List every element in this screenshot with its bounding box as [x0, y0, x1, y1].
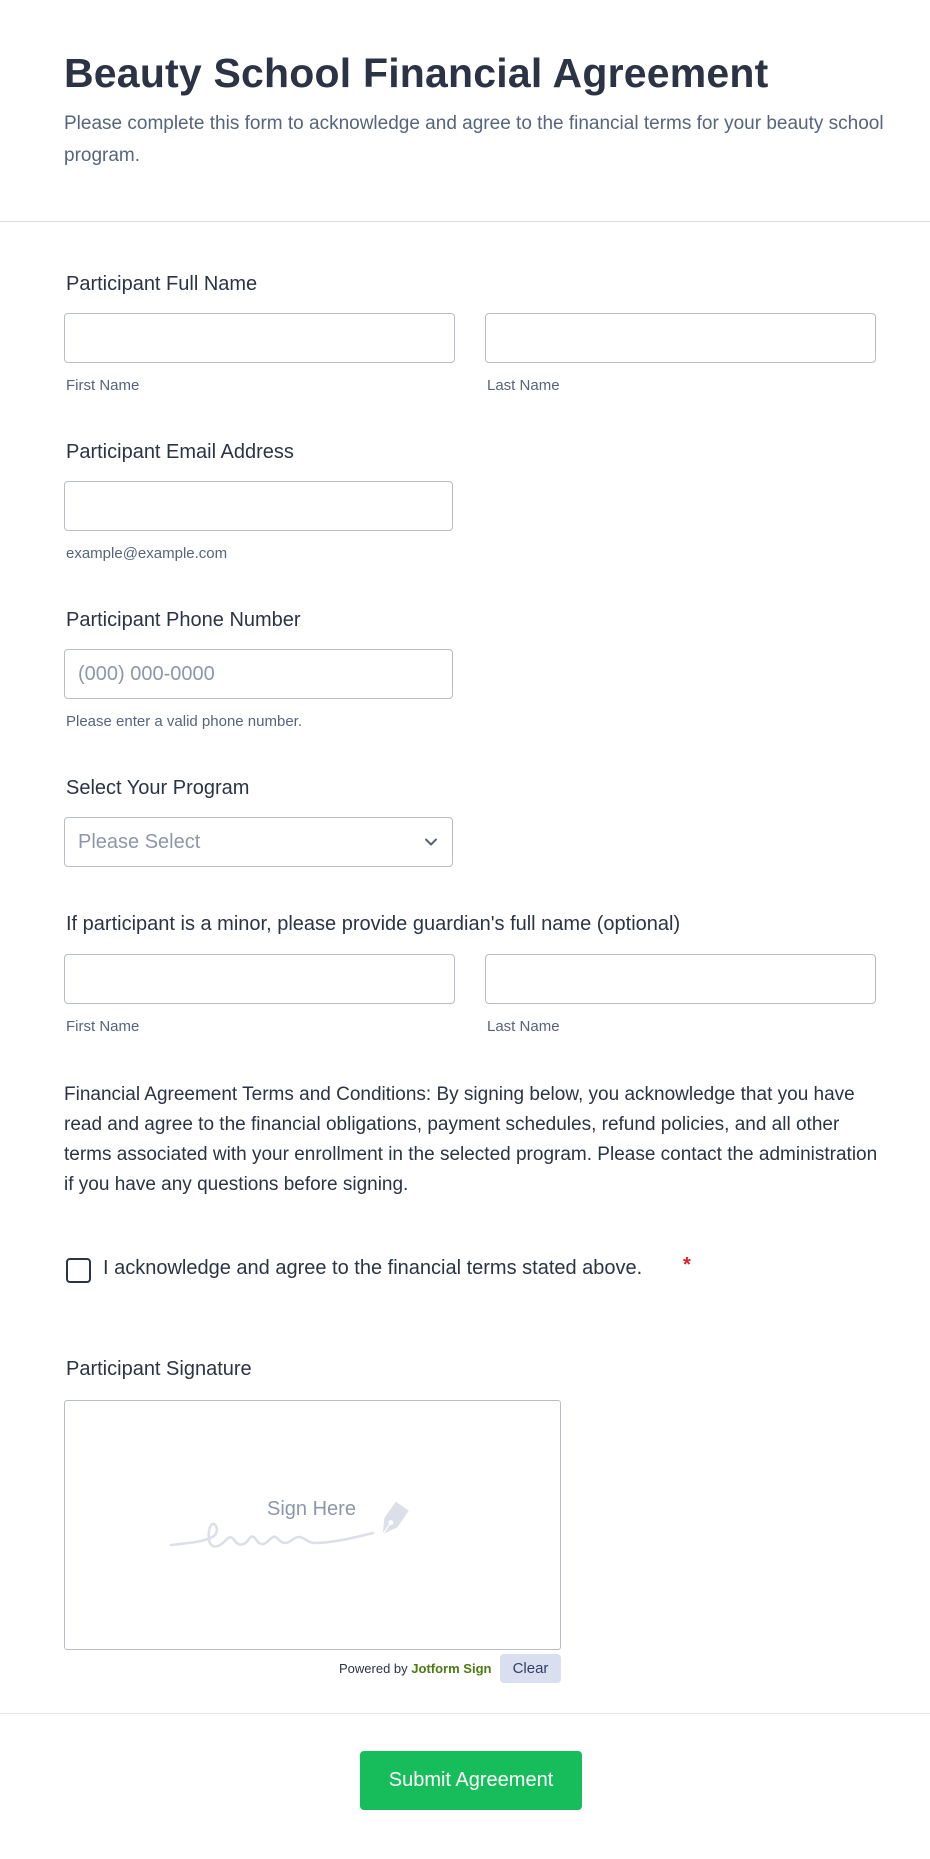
first-name-sublabel: First Name	[66, 377, 140, 394]
signature-pad[interactable]	[64, 1400, 561, 1650]
program-selected-value: Please Select	[78, 831, 201, 853]
clear-signature-button[interactable]: Clear	[500, 1654, 561, 1683]
sign-here-placeholder: Sign Here	[267, 1498, 356, 1520]
jotform-sign-brand: Jotform Sign	[411, 1661, 492, 1676]
first-name-input[interactable]	[64, 313, 455, 363]
last-name-input[interactable]	[485, 313, 876, 363]
program-select[interactable]	[64, 817, 453, 867]
full-name-label: Participant Full Name	[66, 273, 258, 295]
submit-button[interactable]: Submit Agreement	[360, 1751, 582, 1810]
signature-label: Participant Signature	[66, 1358, 252, 1380]
phone-sublabel: Please enter a valid phone number.	[66, 713, 302, 730]
required-asterisk: *	[683, 1254, 691, 1276]
footer-divider	[0, 1713, 930, 1714]
email-label: Participant Email Address	[66, 441, 294, 463]
guardian-last-name-input[interactable]	[485, 954, 876, 1004]
chevron-down-icon	[422, 833, 440, 851]
guardian-last-name-sublabel: Last Name	[487, 1018, 560, 1035]
guardian-first-name-sublabel: First Name	[66, 1018, 140, 1035]
phone-placeholder: (000) 000-0000	[78, 663, 215, 685]
acknowledge-checkbox[interactable]	[66, 1258, 91, 1283]
form-header	[0, 0, 930, 222]
email-sublabel: example@example.com	[66, 545, 228, 562]
acknowledge-label[interactable]: I acknowledge and agree to the financial terms stated above.	[103, 1257, 643, 1279]
phone-input[interactable]	[64, 649, 453, 699]
phone-label: Participant Phone Number	[66, 609, 301, 631]
terms-text: Financial Agreement Terms and Conditions: By signing below, you acknowledge that you have read and agree to the financial obligations, payment schedules, refund policies, and all other terms associated with your enrollment in the selected program. Please contact the administration if you have any questions before signing.	[64, 1084, 878, 1195]
powered-by-text: Powered by Jotform Sign	[339, 1661, 492, 1676]
last-name-sublabel: Last Name	[487, 377, 560, 394]
guardian-first-name-input[interactable]	[64, 954, 455, 1004]
form-title: Beauty School Financial Agreement	[64, 50, 769, 96]
signature-pen-icon	[169, 1491, 459, 1561]
program-label: Select Your Program	[66, 777, 250, 799]
form-subtitle: Please complete this form to acknowledge and agree to the financial terms for your beauty school program.	[64, 113, 884, 166]
email-input[interactable]	[64, 481, 453, 531]
guardian-label: If participant is a minor, please provide guardian's full name (optional)	[66, 913, 681, 935]
